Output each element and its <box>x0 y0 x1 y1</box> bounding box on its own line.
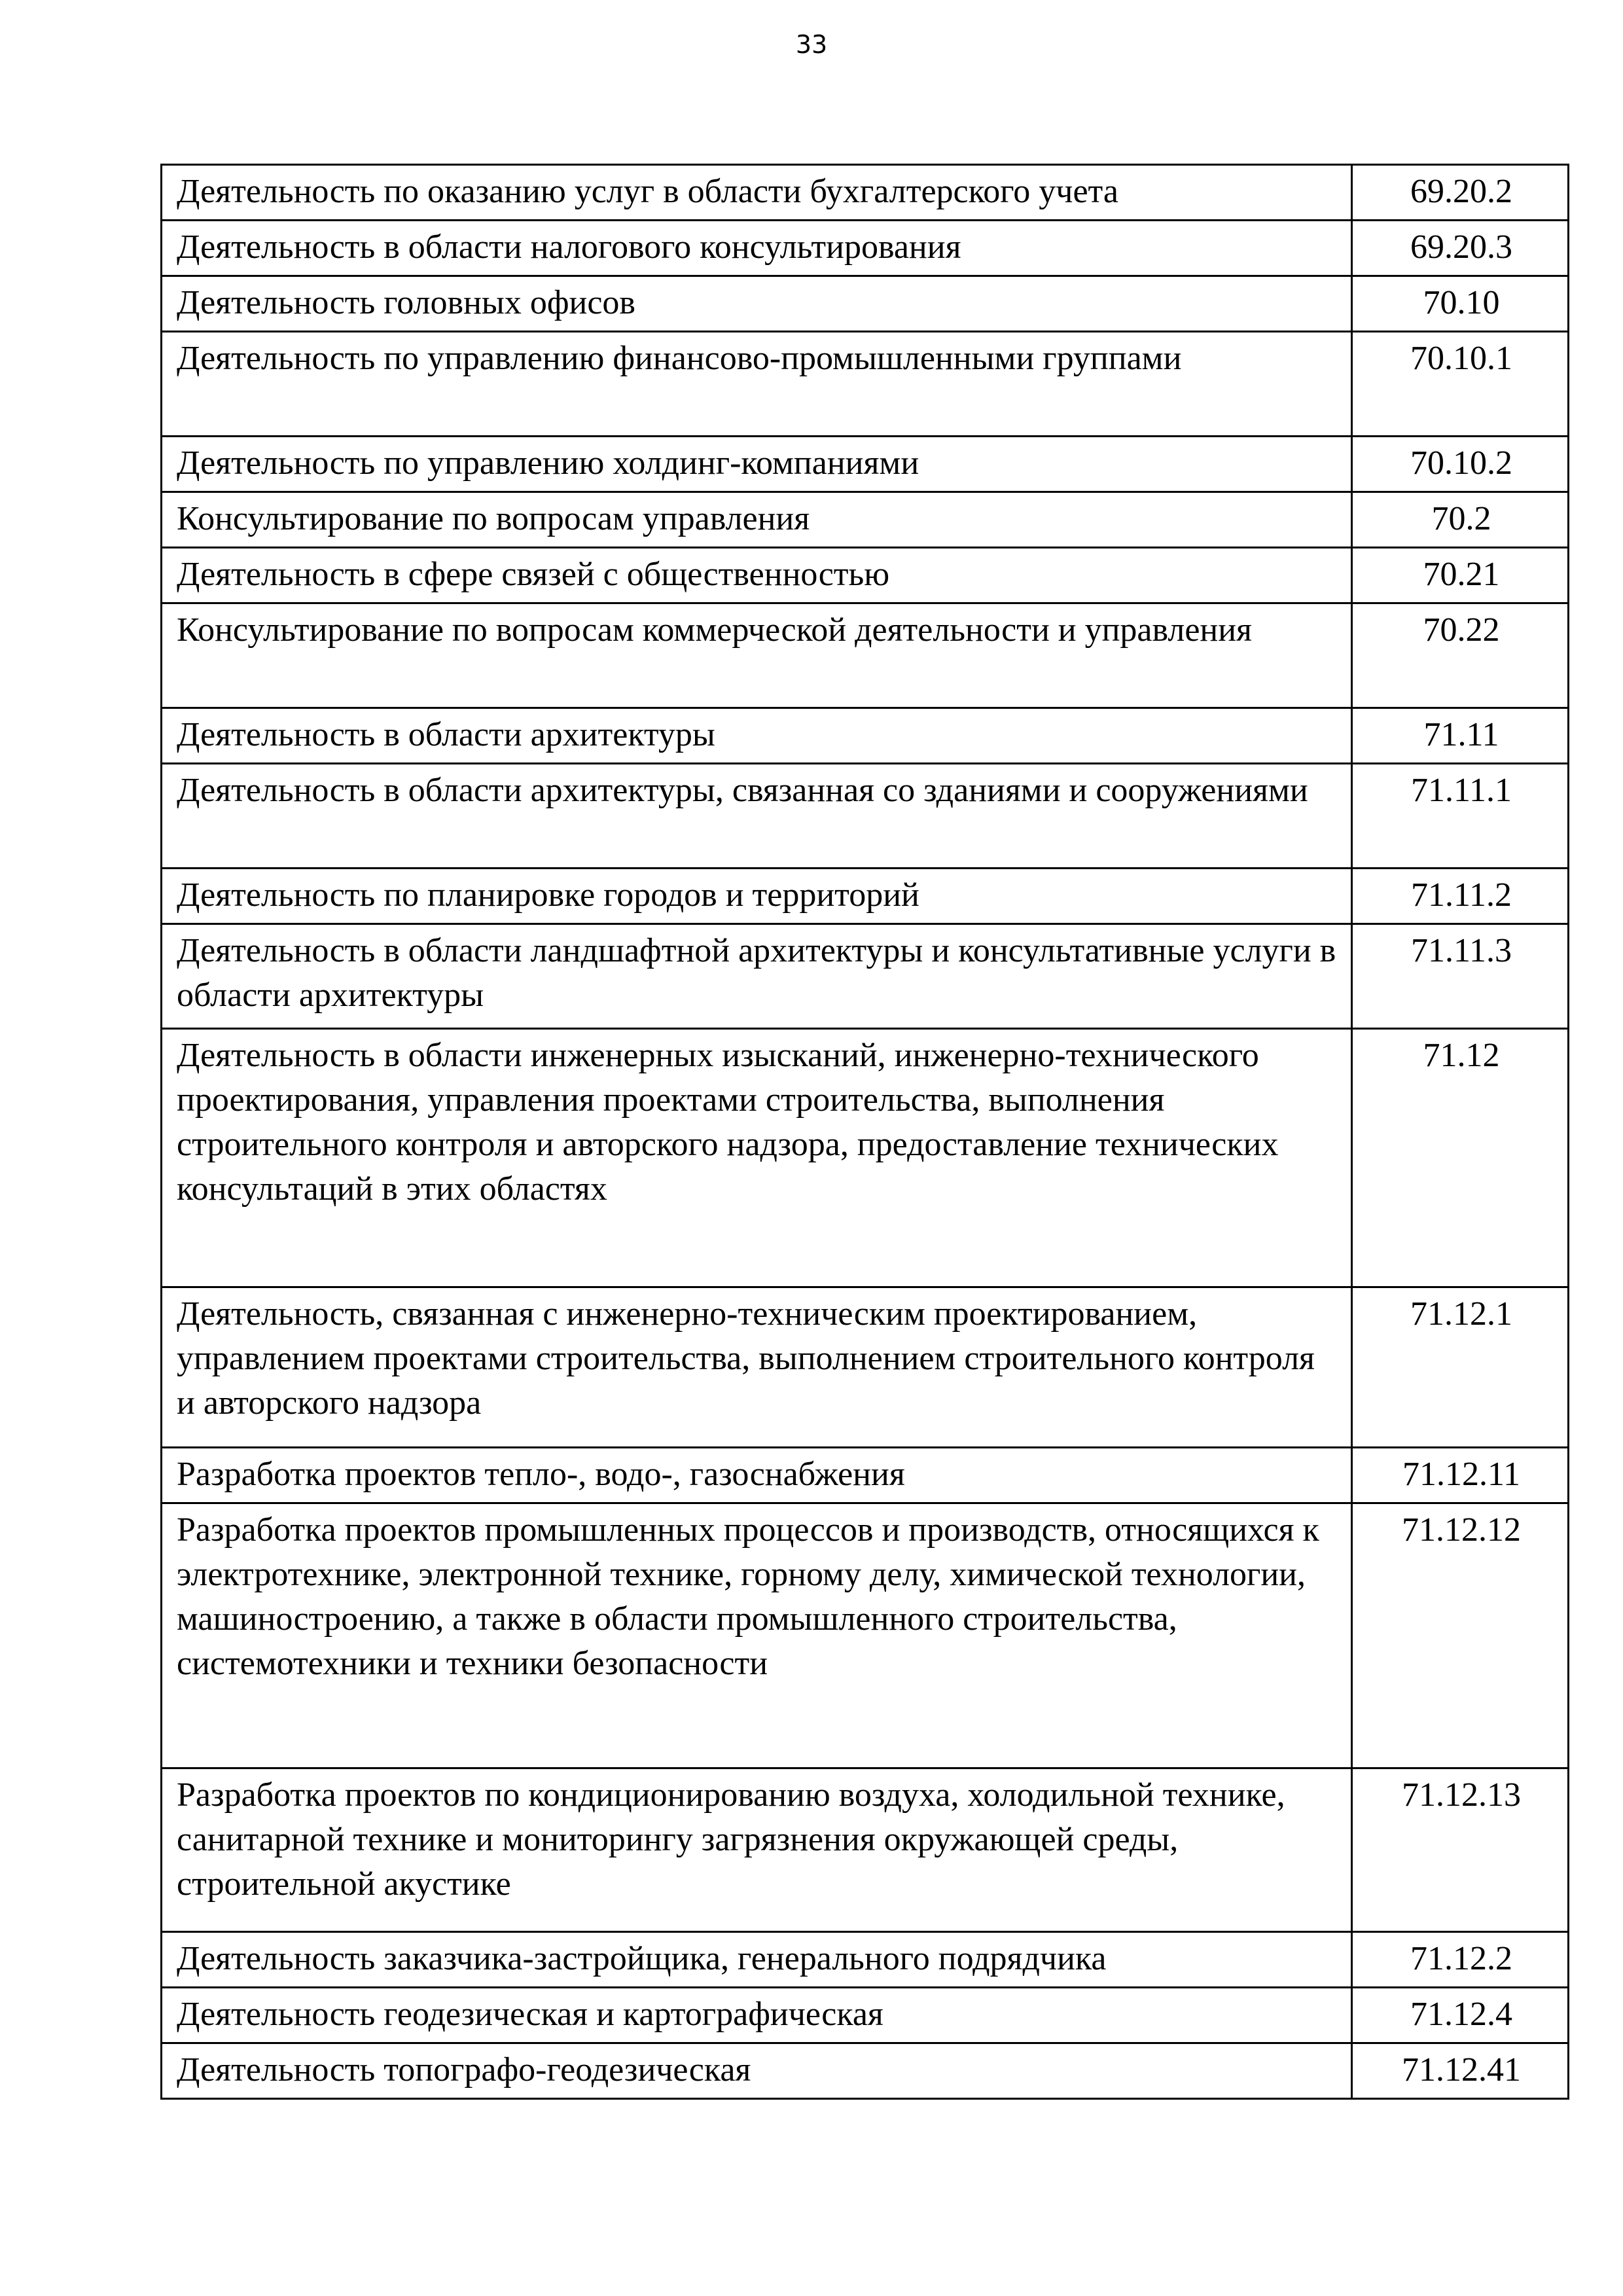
activity-code-cell: 69.20.2 <box>1352 165 1569 221</box>
table-row <box>162 548 1569 603</box>
activity-name-cell: Деятельность по оказанию услуг в области бухгалтерского учета <box>162 165 1352 221</box>
table-row <box>162 764 1569 869</box>
table-row <box>162 708 1569 764</box>
activity-code-cell: 69.20.3 <box>1352 221 1569 276</box>
table-row <box>162 1768 1569 1932</box>
activity-code-cell: 70.21 <box>1352 548 1569 603</box>
table-row <box>162 1988 1569 2043</box>
activity-code-cell: 70.10 <box>1352 276 1569 332</box>
activity-code-cell: 71.12.4 <box>1352 1988 1569 2043</box>
table-row <box>162 276 1569 332</box>
activity-code-cell: 70.22 <box>1352 603 1569 708</box>
table-row <box>162 1287 1569 1448</box>
activity-code-cell: 71.12.41 <box>1352 2043 1569 2099</box>
activity-code-cell: 71.11 <box>1352 708 1569 764</box>
activity-name-cell: Разработка проектов тепло-, водо-, газоснабжения <box>162 1448 1352 1503</box>
activity-name-cell: Деятельность головных офисов <box>162 276 1352 332</box>
activity-name-cell: Разработка проектов по кондиционированию воздуха, холодильной технике, санитарной технике и мониторингу загрязнения окружающей среды, строительной акустике <box>162 1768 1352 1932</box>
table-row <box>162 165 1569 221</box>
activity-name-cell: Консультирование по вопросам коммерческой деятельности и управления <box>162 603 1352 708</box>
table-row <box>162 924 1569 1029</box>
activity-name-cell: Деятельность в области архитектуры, связанная со зданиями и сооружениями <box>162 764 1352 869</box>
table-row <box>162 1029 1569 1287</box>
table-row <box>162 603 1569 708</box>
table-row <box>162 221 1569 276</box>
activity-code-cell: 71.12.12 <box>1352 1503 1569 1768</box>
activity-name-cell: Деятельность в области налогового консультирования <box>162 221 1352 276</box>
activity-code-cell: 71.12 <box>1352 1029 1569 1287</box>
activity-name-cell: Деятельность топографо-геодезическая <box>162 2043 1352 2099</box>
activity-code-cell: 70.10.1 <box>1352 332 1569 437</box>
activity-name-cell: Деятельность геодезическая и картографическая <box>162 1988 1352 2043</box>
activity-code-cell: 71.11.2 <box>1352 869 1569 924</box>
activity-name-cell: Деятельность по управлению финансово-промышленными группами <box>162 332 1352 437</box>
activity-name-cell: Разработка проектов промышленных процессов и производств, относящихся к электротехнике, электронной технике, горному делу, химической технологии, машиностроению, а также в области промышленного строительства, системотехники и техники безопасности <box>162 1503 1352 1768</box>
table-row <box>162 2043 1569 2099</box>
activity-name-cell: Деятельность в сфере связей с общественностью <box>162 548 1352 603</box>
table-row <box>162 869 1569 924</box>
activity-name-cell: Деятельность по управлению холдинг-компаниями <box>162 437 1352 492</box>
activity-code-cell: 71.11.1 <box>1352 764 1569 869</box>
table-row <box>162 1932 1569 1988</box>
activity-code-cell: 71.12.2 <box>1352 1932 1569 1988</box>
activity-code-cell: 71.12.11 <box>1352 1448 1569 1503</box>
table-row <box>162 437 1569 492</box>
table-row <box>162 492 1569 548</box>
activity-codes-table <box>160 164 1569 2100</box>
activity-code-cell: 71.11.3 <box>1352 924 1569 1029</box>
activity-name-cell: Деятельность, связанная с инженерно-техническим проектированием, управлением проектами строительства, выполнением строительного контроля и авторского надзора <box>162 1287 1352 1448</box>
page-number: 33 <box>795 30 828 59</box>
activity-name-cell: Деятельность заказчика-застройщика, генерального подрядчика <box>162 1932 1352 1988</box>
table-row <box>162 332 1569 437</box>
activity-name-cell: Деятельность в области ландшафтной архитектуры и консультативные услуги в области архитектуры <box>162 924 1352 1029</box>
activity-name-cell: Консультирование по вопросам управления <box>162 492 1352 548</box>
activity-code-cell: 71.12.13 <box>1352 1768 1569 1932</box>
activity-code-cell: 70.10.2 <box>1352 437 1569 492</box>
table-row <box>162 1503 1569 1768</box>
activity-name-cell: Деятельность по планировке городов и территорий <box>162 869 1352 924</box>
activity-code-cell: 71.12.1 <box>1352 1287 1569 1448</box>
table-row <box>162 1448 1569 1503</box>
activity-name-cell: Деятельность в области архитектуры <box>162 708 1352 764</box>
activity-name-cell: Деятельность в области инженерных изысканий, инженерно-технического проектирования, управления проектами строительства, выполнения строительного контроля и авторского надзора, предоставление технических консультаций в этих областях <box>162 1029 1352 1287</box>
activity-code-cell: 70.2 <box>1352 492 1569 548</box>
